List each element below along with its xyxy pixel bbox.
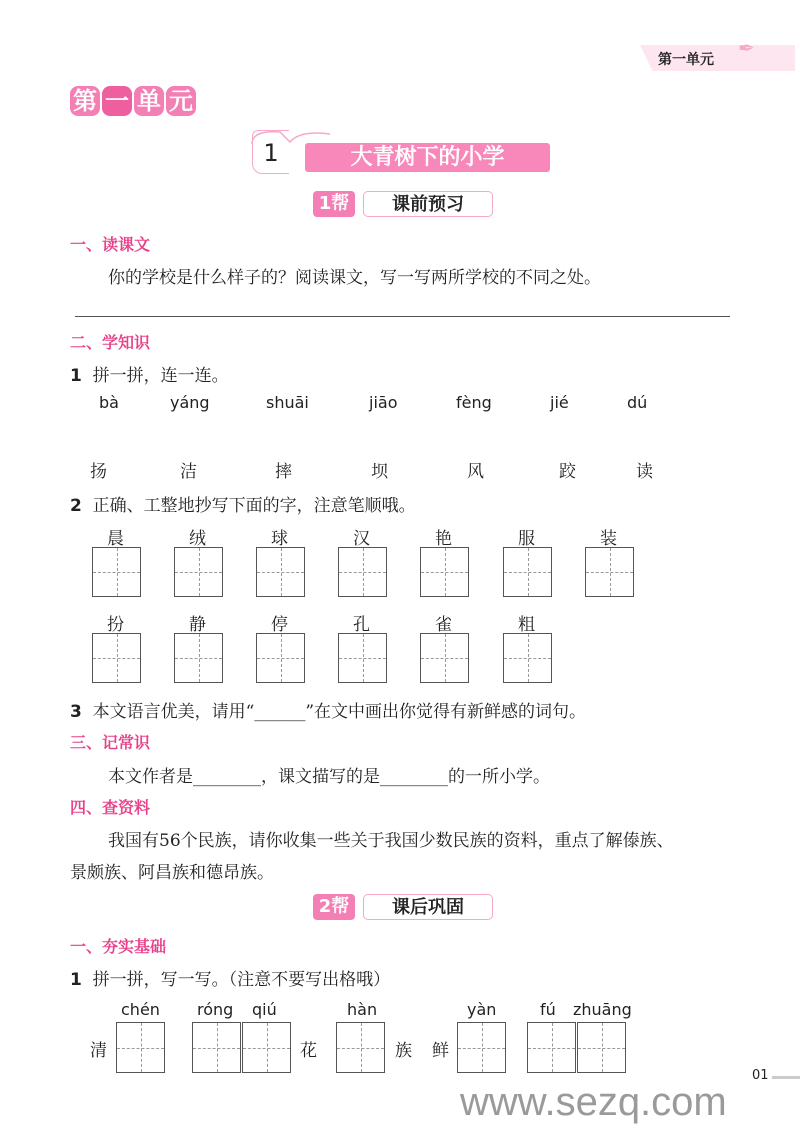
question-text: 拼一拼，写一写。（注意不要写出格哦） — [92, 970, 391, 990]
given-character: 花 — [300, 1041, 317, 1061]
character-item[interactable]: 读 — [636, 462, 653, 482]
writing-grid-box[interactable] — [174, 547, 223, 597]
watermark: www.sezq.com — [460, 1080, 727, 1124]
writing-grid-box[interactable] — [192, 1022, 241, 1073]
answer-line[interactable] — [75, 316, 730, 317]
copy-character: 汉 — [353, 529, 370, 549]
copy-character: 服 — [518, 529, 535, 549]
character-item[interactable]: 坝 — [371, 462, 388, 482]
writing-grid-box[interactable] — [92, 633, 141, 683]
writing-grid-box[interactable] — [527, 1022, 576, 1073]
copy-character: 扮 — [107, 615, 124, 635]
pinyin-item[interactable]: jié — [550, 393, 569, 412]
copy-character: 静 — [189, 615, 206, 635]
banner-title: 课前预习 — [363, 191, 493, 217]
character-item[interactable]: 风 — [467, 462, 484, 482]
section-banner-review — [313, 894, 493, 920]
writing-grid-box[interactable] — [116, 1022, 165, 1073]
pinyin-item[interactable]: jiāo — [369, 393, 398, 412]
section-heading: 一、夯实基础 — [70, 937, 167, 956]
pinyin-item: chén — [121, 1000, 160, 1019]
section-heading: 四、查资料 — [70, 798, 151, 817]
unit-title-char: 第 — [70, 86, 100, 116]
question-number: 1 — [70, 366, 82, 386]
lesson-title: 大青树下的小学 — [305, 143, 550, 172]
character-item[interactable]: 摔 — [275, 462, 292, 482]
writing-grid-box[interactable] — [457, 1022, 506, 1073]
character-item[interactable]: 跤 — [559, 462, 576, 482]
writing-grid-box[interactable] — [503, 547, 552, 597]
question-text: 拼一拼，连一连。 — [92, 366, 229, 386]
instruction-text: 你的学校是什么样子的？阅读课文，写一写两所学校的不同之处。 — [108, 268, 601, 288]
writing-grid-box[interactable] — [503, 633, 552, 683]
copy-character: 艳 — [435, 529, 452, 549]
section-heading: 二、学知识 — [70, 333, 151, 352]
copy-character: 晨 — [107, 529, 124, 549]
page-number-rule — [772, 1076, 800, 1079]
given-character: 鲜 — [432, 1041, 449, 1061]
given-character: 族 — [395, 1041, 412, 1061]
copy-character: 装 — [600, 529, 617, 549]
question-1 — [70, 361, 229, 386]
pinyin-item: zhuāng — [573, 1000, 632, 1019]
unit-title — [70, 86, 196, 116]
pinyin-item[interactable]: yáng — [170, 393, 210, 412]
question-2 — [70, 491, 416, 516]
pinyin-item: fú — [540, 1000, 556, 1019]
instruction-text: 景颇族、阿昌族和德昂族。 — [70, 863, 274, 883]
copy-character: 雀 — [435, 615, 452, 635]
header-unit-label: 第一单元 — [658, 52, 714, 68]
writing-grid-box[interactable] — [336, 1022, 385, 1073]
question-number: 3 — [70, 702, 82, 722]
writing-grid-box[interactable] — [420, 633, 469, 683]
instruction-text: 我国有56个民族，请你收集一些关于我国少数民族的资料，重点了解傣族、 — [108, 831, 674, 851]
pinyin-item[interactable]: bà — [99, 393, 119, 412]
question-number: 1 — [70, 970, 82, 990]
writing-grid-box[interactable] — [256, 547, 305, 597]
unit-title-char: 单 — [134, 86, 164, 116]
character-item[interactable]: 洁 — [180, 462, 197, 482]
unit-title-char: 一 — [102, 86, 132, 116]
character-item[interactable]: 扬 — [90, 462, 107, 482]
pinyin-item[interactable]: fèng — [456, 393, 492, 412]
pinyin-item: hàn — [347, 1000, 378, 1019]
banner-badge: 2帮 — [313, 894, 355, 920]
writing-grid-box[interactable] — [338, 547, 387, 597]
quill-ink-icon: ✒ — [738, 36, 755, 60]
copy-character: 粗 — [518, 615, 535, 635]
copy-character: 球 — [271, 529, 288, 549]
pinyin-item: róng — [197, 1000, 234, 1019]
copy-character: 孔 — [353, 615, 370, 635]
copy-character: 停 — [271, 615, 288, 635]
page-number: 01 — [752, 1068, 769, 1083]
writing-grid-box[interactable] — [92, 547, 141, 597]
copy-character: 绒 — [189, 529, 206, 549]
pinyin-item: qiú — [252, 1000, 277, 1019]
pinyin-item[interactable]: shuāi — [266, 393, 309, 412]
writing-grid-box[interactable] — [585, 547, 634, 597]
lesson-number: 1 — [252, 130, 289, 174]
section-heading: 三、记常识 — [70, 733, 151, 752]
pinyin-item[interactable]: dú — [627, 393, 648, 412]
writing-grid-box[interactable] — [174, 633, 223, 683]
writing-grid-box[interactable] — [242, 1022, 291, 1073]
writing-grid-box[interactable] — [338, 633, 387, 683]
writing-grid-box[interactable] — [420, 547, 469, 597]
section-heading: 一、读课文 — [70, 235, 151, 254]
question-1 — [70, 965, 390, 990]
question-3 — [70, 697, 586, 722]
pinyin-item: yàn — [467, 1000, 497, 1019]
question-text: 本文语言优美，请用“______”在文中画出你觉得有新鲜感的词句。 — [92, 702, 587, 722]
given-character: 清 — [90, 1041, 107, 1061]
question-text: 正确、工整地抄写下面的字，注意笔顺哦。 — [92, 496, 416, 516]
writing-grid-box[interactable] — [256, 633, 305, 683]
fill-blank-text: 本文作者是________，课文描写的是________的一所小学。 — [108, 767, 550, 787]
unit-title-char: 元 — [166, 86, 196, 116]
question-number: 2 — [70, 496, 82, 516]
banner-badge: 1帮 — [313, 191, 355, 217]
writing-grid-box[interactable] — [577, 1022, 626, 1073]
section-banner-preview — [313, 191, 493, 217]
banner-title: 课后巩固 — [363, 894, 493, 920]
